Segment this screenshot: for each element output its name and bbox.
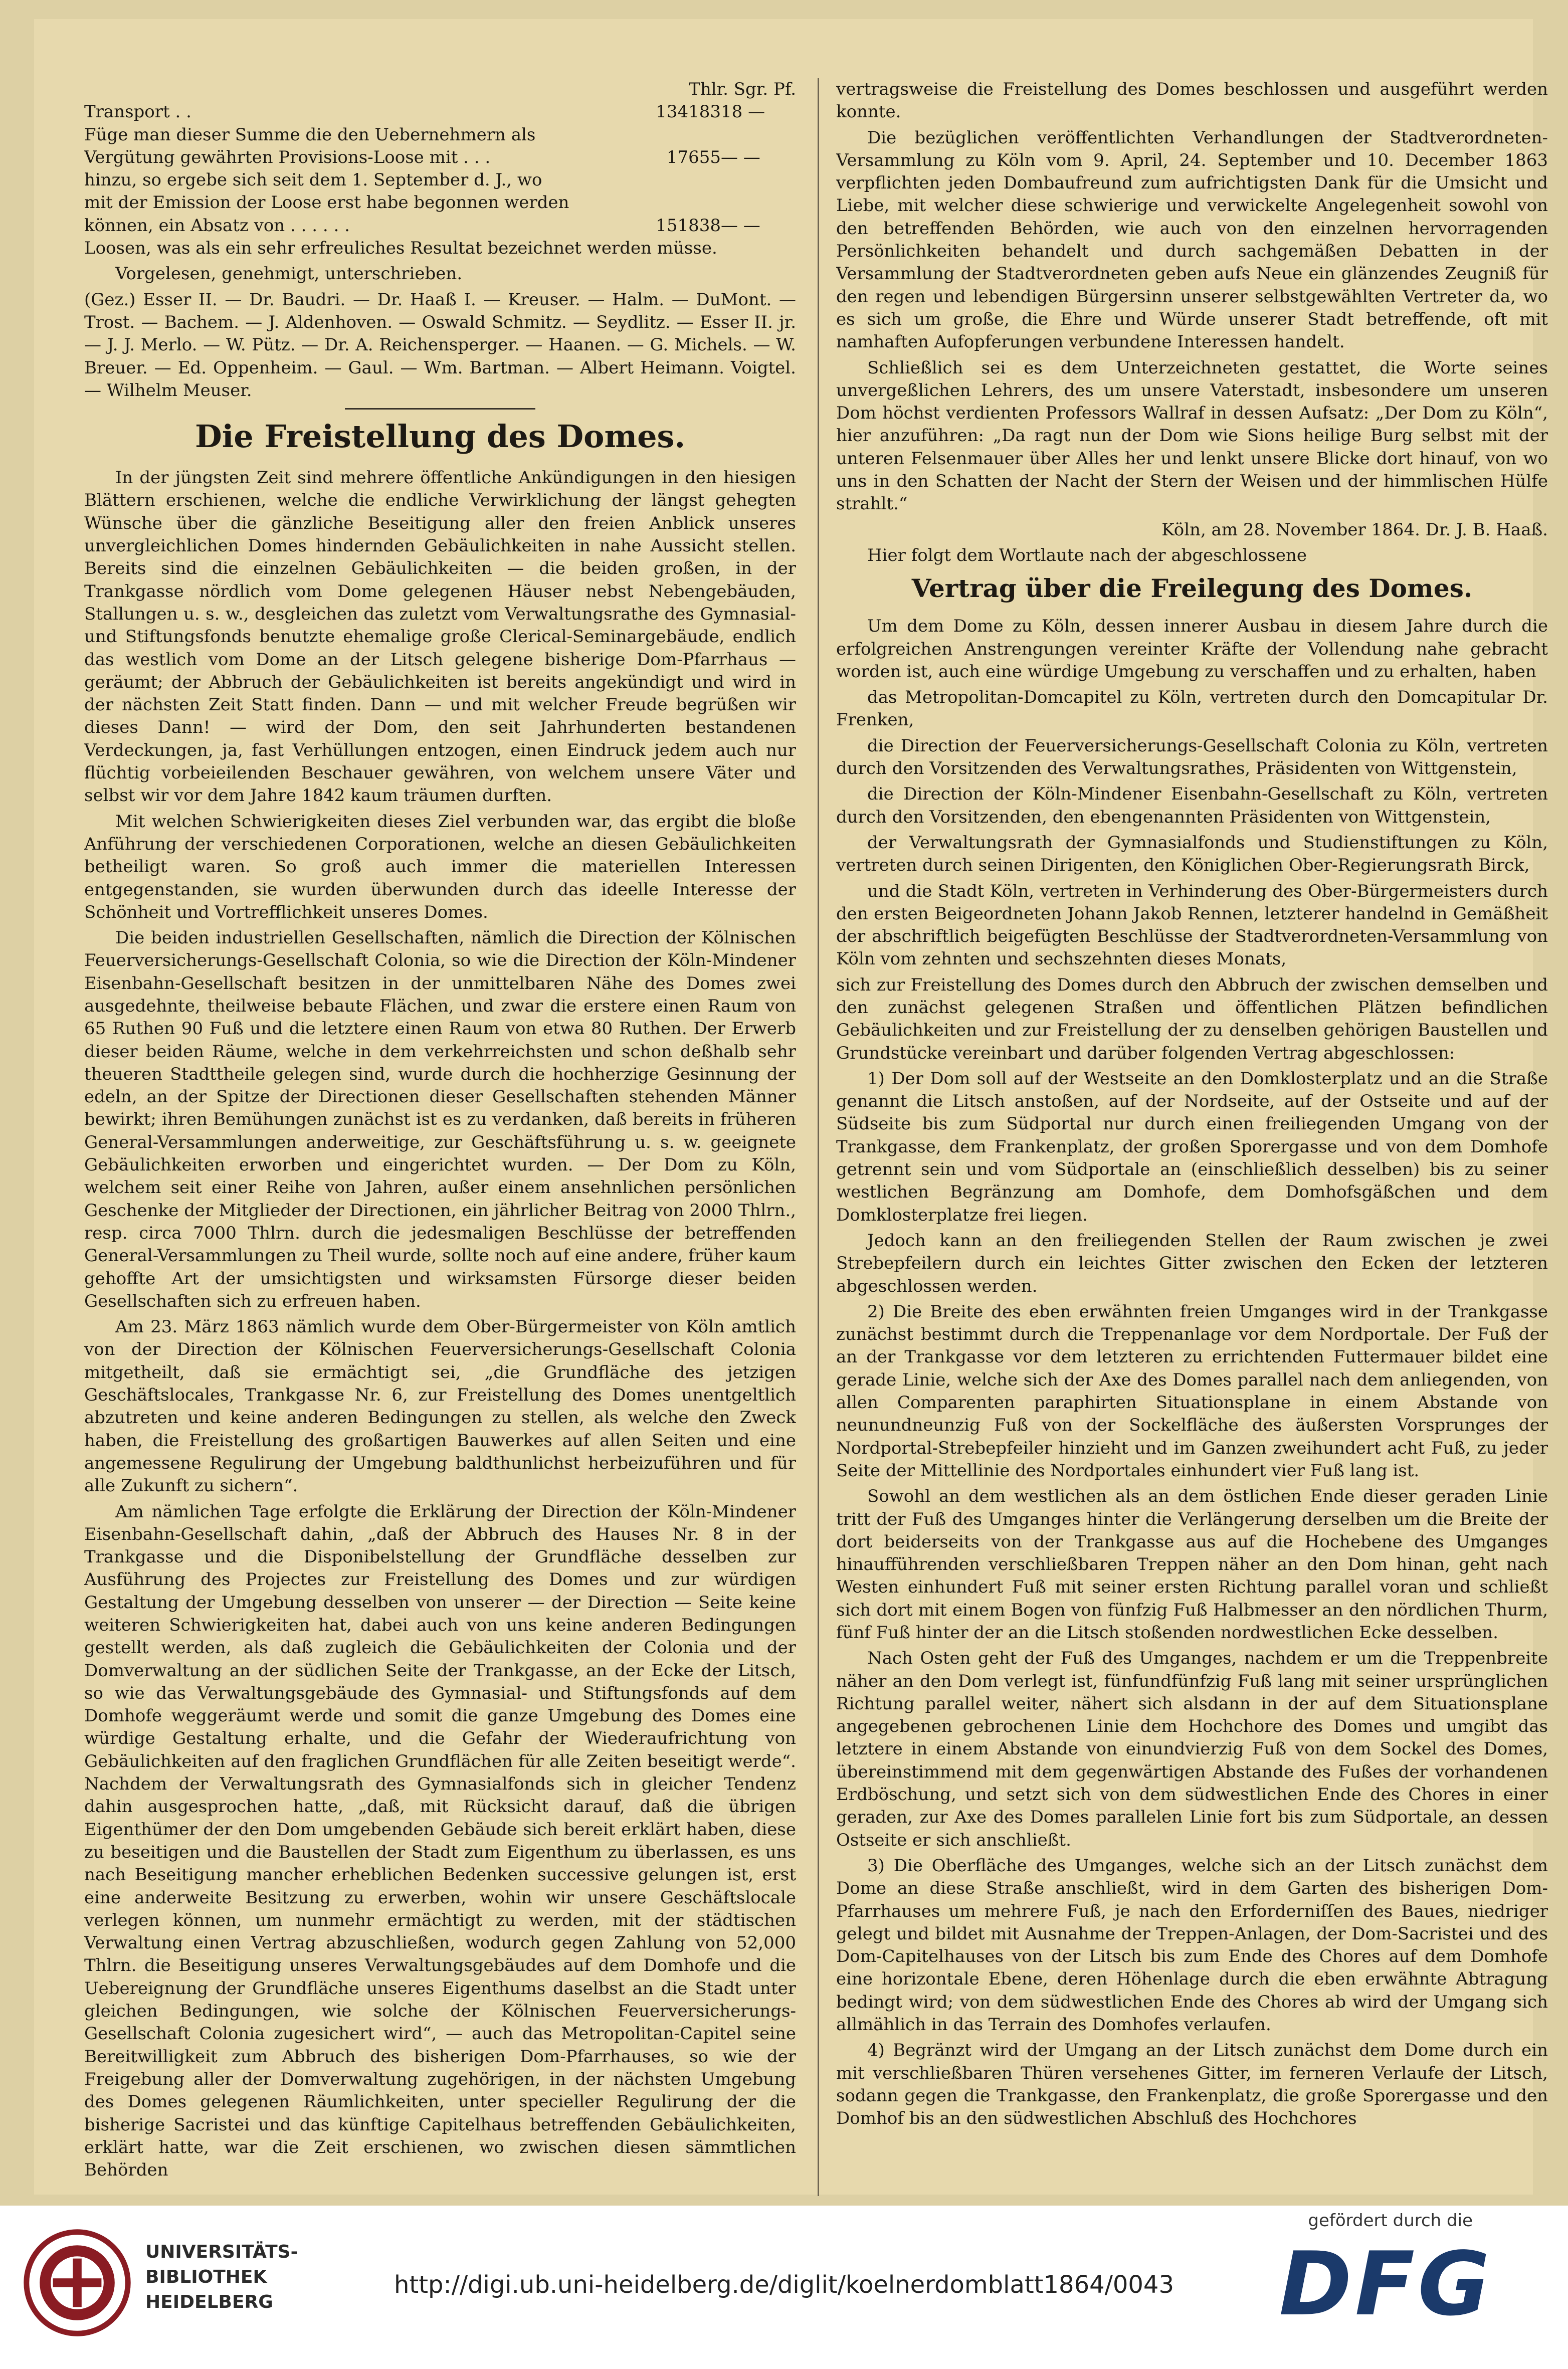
newspaper-page: [34, 19, 1548, 2195]
library-name-line: HEIDELBERG: [145, 2292, 273, 2312]
column-divider: [818, 78, 819, 2196]
table-row-label: hinzu, so ergebe sich seit dem 1. September d. J., wo: [84, 170, 542, 190]
paragraph: Die beiden industriellen Gesellschaften, nämlich die Direction der Kölnischen Feuerversicherungs-Gesellschaft Colonia, so wie die Direction der Köln-Mindener Eisenbahn-Gesellschaft besitzen in der unmittelbaren Nähe des Domes zwei ausgedehnte, theilweise bebaute Flächen, und zwar die erstere einen Raum von 65 Ruthen 90 Fuß und die letztere einen Raum von etwa 80 Ruthen. Der Erwerb dieser beiden Räume, welche in dem verkehrreichsten und schon deßhalb sehr theueren Stadttheile gelegen sind, wurde durch die hochherzige Gesinnung der edeln, an der Spitze der Directionen dieser Gesellschaften stehenden Männer bewirkt; ihren Bemühungen zunächst ist es zu verdanken, daß bereits in früheren General-Versammlungen anderweitige, zur Geschäftsführung u. s. w. geeignete Gebäulichkeiten erworben und eingerichtet wurden. — Der Dom zu Köln, welchem seit einer Reihe von Jahren, außer einem ansehnlichen persönlichen Geschenke der Mitglieder der Directionen, ein jährlicher Beitrag von 2000 Thlrn., resp. circa 7000 Thlrn. durch die jedesmaligen Beschlüsse der betreffenden General-Versammlungen zu Theil wurde, sollte noch auf eine andere, früher kaum gehoffte Art der umsichtigsten und wirksamsten Fürsorge dieser beiden Gesellschaften sich zu erfreuen haben.: [84, 928, 796, 1311]
contract-party: die Direction der Feuerversicherungs-Gesellschaft Colonia zu Köln, vertreten durch den Vorsitzenden des Verwaltungsrathes, Präsidenten von Wittgenstein,: [836, 735, 1548, 779]
table-row-label: Transport . .: [84, 102, 191, 122]
contract-article: 3) Die Oberfläche des Umganges, welche sich an der Litsch zunächst dem Dome an diese Straße anschließt, wird in dem Garten des bisherigen Dom-Pfarrhauses um mehrere Fuß, je nach den Erforderniſſen des Baues, niedriger gelegt und bildet mit Ausnahme der Treppen-Anlagen, der Dom-Sacristei und des Dom-Capitelhauses von der Litsch bis zum Ende des Chores auf dem Domhofe eine horizontale Ebene, deren Höhenlage durch die eben erwähnte Abtragung bedingt wird; von dem südwestlichen Ende des Chores ab wird der Umgang sich allmählich in das Terrain des Domhofes verlaufen.: [836, 1855, 1548, 2035]
contract-party: und die Stadt Köln, vertreten in Verhinderung des Ober-Bürgermeisters durch den ersten Beigeordneten Johann Jakob Rennen, letzterer handelnd in Gemäßheit der abschriftlich beigefügten Beschlüsse der Stadtverordneten-Versammlung von Köln vom zehnten und sechszehnten dieses Monats,: [836, 881, 1548, 969]
table-row-number: 17655: [666, 147, 721, 167]
library-name-line: BIBLIOTHEK: [145, 2267, 267, 2287]
contract-party: die Direction der Köln-Mindener Eisenbahn-Gesellschaft zu Köln, vertreten durch den Vorsitzenden, den ebengenannten Präsidenten von Wittgenstein,: [836, 784, 1548, 827]
signatories-list: (Gez.) Esser II. — Dr. Baudri. — Dr. Haaß I. — Kreuser. — Halm. — DuMont. — Trost. — Bachem. — J. Aldenhoven. — Oswald Schmitz. — Seydlitz. — Esser II. jr. — J. J. Merlo. — W. Pütz. — Dr. A. Reichensperger. — Haanen. — G. Michels. — W. Breuer. — Ed. Oppenheim. — Gaul. — Wm. Bartman. — Albert Heimann. Voigtel. — Wilhelm Meuser.: [84, 289, 796, 401]
table-row: [84, 191, 796, 214]
table-row: [84, 169, 796, 191]
table-row-number: 134183: [656, 102, 721, 122]
table-row: [84, 101, 796, 123]
table-column-header: Thlr. Sgr. Pf.: [689, 79, 796, 99]
table-row-label: Vergütung gewährten Provisions-Loose mit . . .: [84, 147, 491, 167]
paragraph: Am 23. März 1863 nämlich wurde dem Ober-Bürgermeister von Köln amtlich von der Direction der Kölnischen Feuerversicherungs-Gesellschaft Colonia mitgetheilt, daß sie ermächtigt sei, „die Grundfläche des jetzigen Geschäftslocales, Trankgasse Nr. 6, zur Freistellung des Domes unentgeltlich abzutreten und keine anderen Bedingungen zu stellen, als welche den Zweck haben, die Freistellung des großartigen Bauwerkes auf allen Seiten und eine angemessene Regulirung der Umgebung baldthunlichst herbeizuführen und für alle Zukunft zu sichern“.: [84, 1317, 796, 1496]
right-column: [836, 78, 1548, 2196]
paragraph: Hier folgt dem Wortlaute nach der abgeschlossene: [867, 545, 1307, 565]
paragraph: Loosen, was als ein sehr erfreuliches Resultat bezeichnet werden müsse.: [84, 238, 717, 259]
paragraph: vertragsweise die Freistellung des Domes beschlossen und ausgeführt werden konnte.: [836, 79, 1548, 122]
contract-party: der Verwaltungsrath der Gymnasialfonds und Studienstiftungen zu Köln, vertreten durch seinen Dirigenten, den Königlichen Ober-Regierungsrath Birck,: [836, 832, 1548, 876]
source-url[interactable]: http://digi.ub.uni-heidelberg.de/diglit/koelnerdomblatt1864/0043: [394, 2271, 1174, 2299]
table-row-fraction: 18 —: [721, 102, 765, 122]
table-row-fraction: — —: [721, 147, 760, 167]
funded-by-label: gefördert durch die: [1308, 2211, 1473, 2231]
contract-article: Jedoch kann an den freiliegenden Stellen der Raum zwischen je zwei Strebepfeilern durch ein leichtes Gitter zwischen den Ecken der letzteren abgeschlossen werden.: [836, 1230, 1548, 1296]
left-column: [84, 78, 796, 2196]
paragraph: Schließlich sei es dem Unterzeichneten gestattet, die Worte seines unvergeßlichen Lehrers, des um unsere Vaterstadt, insbesondere um unseren Dom höchst verdienten Professors Wallraf in dessen Aufsatz: „Der Dom zu Köln“, hier anzuführen: „Da ragt nun der Dom wie Sions heilige Burg selbst mit der unteren Felsenmauer über Alles her und lenkt unsere Blicke dort hinauf, von wo uns in den Schatten der Nacht der Stern der Weisen und der himmlischen Hülfe strahlt.“: [836, 357, 1548, 514]
contract-article: 2) Die Breite des eben erwähnten freien Umganges wird in der Trankgasse zunächst bestimmt durch die Treppenanlage vor dem Nordportale. Der Fuß der an der Trankgasse vor dem letzteren zu errichtenden Futtermauer bildet eine gerade Linie, welche sich der Axe des Domes parallel nach dem anliegenden, von allen Comparenten paraphirten Situationsplane in einem Abstande von neunundneunzig Fuß von der Sockelfläche des äußersten Vorsprunges der Nordportal-Strebepfeiler hinzieht und im Ganzen zweihundert acht Fuß, zu jeder Seite der Mittellinie des Nordportales einhundert vier Fuß lang ist.: [836, 1301, 1548, 1481]
paragraph: Vorgelesen, genehmigt, unterschrieben.: [115, 264, 463, 284]
signoff: Köln, am 28. November 1864. Dr. J. B. Haaß.: [1161, 519, 1548, 540]
contract-article: 4) Begränzt wird der Umgang an der Litsch zunächst dem Dome durch ein mit verschließbaren Thüren versehenes Gitter, im ferneren Verlaufe der Litsch, sodann gegen die Trankgasse, den Frankenplatz, die große Sporergasse und den Domhof bis an den südwestlichen Abschluß des Hochchores: [836, 2040, 1548, 2129]
contract-article: Nach Osten geht der Fuß des Umganges, nachdem er um die Treppenbreite näher an den Dom verlegt ist, fünfundfünfzig Fuß lang mit seiner ursprünglichen Richtung parallel weiter, nähert sich alsdann in der auf dem Situationsplane angegebenen gebrochenen Linie dem Hochchore des Domes und umgibt das letztere in einem Abstande von einundvierzig Fuß von dem Sockel des Domes, übereinstimmend mit dem gegenwärtigen Abstande des Fußes der vorhandenen Erdböschung, und setzt sich von dem südwestlichen Ende des Chores in einer geraden, zur Axe des Domes parallelen Linie fort bis zum Südportale, an dessen Ostseite er sich anschließt.: [836, 1648, 1548, 1850]
paragraph: Die bezüglichen veröffentlichten Verhandlungen der Stadtverordneten-Versammlung zu Köln vom 9. April, 24. September und 10. December 1863 verpflichten jeden Dombaufreund zum aufrichtigsten Dank für die Umsicht und Liebe, mit welcher diese schwierige und verwickelte Angelegenheit sowohl von den betreffenden Behörden, wie auch von den einzelnen hervorragenden Persönlichkeiten behandelt und durch sachgemäßen Debatten in der Versammlung der Stadtverordneten geben aufs Neue ein glänzendes Zeugniß für den regen und lebendigen Bürgersinn unserer selbstgewählten Vertreter da, wo es sich um große, die Ehre und Würde unserer Stadt betreffende, oft mit namhaften Aufopferungen verbundene Interessen handelt.: [836, 127, 1548, 352]
table-row-label: können, ein Absatz von . . . . . .: [84, 215, 350, 236]
paragraph: Am nämlichen Tage erfolgte die Erklärung der Direction der Köln-Mindener Eisenbahn-Gesellschaft dahin, „daß der Abbruch des Hauses Nr. 8 in der Trankgasse und die Disponibelstellung der Grundfläche desselben zur Ausführung des Projectes zur Freistellung des Domes und zur würdigen Gestaltung der Umgebung desselben von unserer — der Direction — Seite keine weiteren Schwierigkeiten hat, dabei auch von uns keine anderen Bedingungen gestellt werden, als daß zugleich die Gebäulichkeiten der Colonia und der Domverwaltung an der südlichen Seite der Trankgasse, an der Ecke der Litsch, so wie das Verwaltungsgebäude des Gymnasial- und Stiftungsfonds auf dem Domhofe weggeräumt werde und somit die ganze Umgebung des Domes eine würdige Gestaltung erhalte, und die Gefahr der Wiederaufrichtung von Gebäulichkeiten auf den fraglichen Grundflächen für alle Zeiten beseitigt werde“. Nachdem der Verwaltungsrath des Gymnasialfonds sich in gleicher Tendenz dahin ausgesprochen hatte, „daß, mit Rücksicht darauf, daß die übrigen Eigenthümer der den Dom umgebenden Gebäude sich bereit erklärt haben, diese zu beseitigen und die Baustellen der Stadt zum Eigenthum zu überlassen, es uns nach Beseitigung mancher erheblichen Bedenken successive gelungen ist, erst eine anderweite Besitzung zu erwerben, wohin wir unsere Geschäftslocale verlegen können, um nunmehr ermächtigt zu werden, mit der städtischen Verwaltung einen Vertrag abzuschließen, wodurch gegen Zahlung von 52,000 Thlrn. die Beseitigung unseres Verwaltungsgebäudes auf dem Domhofe und die Uebereignung der Grundfläche unseres Eigenthums daselbst an die Stadt unter gleichen Bedingungen, wie solche der Kölnischen Feuerversicherungs-Gesellschaft Colonia zugesichert wird“, — auch das Metropolitan-Capitel seine Bereitwilligkeit zum Abbruch des bisherigen Dom-Pfarrhauses, so wie der Freigebung aller der Domverwaltung zugehörigen, in der nächsten Umgebung des Domes gelegenen Räumlichkeiten, unter specieller Regulirung der die bisherige Sacristei und das künftige Capitelhaus betreffenden Gebäulichkeiten, erklärt hatte, war die Zeit erschienen, wo zwischen diesen sämmtlichen Behörden: [84, 1501, 796, 2181]
table-row-label: mit der Emission der Loose erst habe begonnen werden: [84, 192, 569, 213]
paragraph: sich zur Freistellung des Domes durch den Abbruch der zwischen demselben und den zunächst gelegenen Straßen und öffentlichen Plätzen befindlichen Gebäulichkeiten und zur Freistellung der zu denselben gehörigen Baustellen und Grundstücke vereinbart und darüber folgenden Vertrag abgeschlossen:: [836, 974, 1548, 1063]
paragraph: In der jüngsten Zeit sind mehrere öffentliche Ankündigungen in den hiesigen Blättern erschienen, welche die endliche Verwirklichung der längst gehegten Wünsche über die gänzliche Beseitigung aller den freien Anblick unseres unvergleichlichen Domes hindernden Gebäulichkeiten in nahe Aussicht stellen. Bereits sind die einzelnen Gebäulichkeiten — die beiden großen, in der Trankgasse nördlich vom Dome gelegenen Häuser nebst Nebengebäuden, Stallungen u. s. w., desgleichen das zuletzt vom Verwaltungsrathe des Gymnasial- und Stiftungsfonds benutzte ehemalige große Clerical-Seminargebäude, endlich das westlich vom Dome an der Litsch gelegene bisherige Dom-Pfarrhaus — geräumt; der Abbruch der Gebäulichkeiten ist bereits angekündigt und wird in der nächsten Zeit Statt finden. Dann — und mit welcher Freude begrüßen wir dieses Dann! — wird der Dom, den seit Jahrhunderten bestandenen Verdeckungen, ja, fast Verhüllungen entzogen, einen Eindruck jedem auch nur flüchtig vorbeieilenden Beschauer gewähren, von welchem unsere Väter und selbst wir vor dem Jahre 1842 kaum träumen durften.: [84, 468, 796, 806]
table-row: [84, 215, 796, 237]
divider-rule: [345, 408, 535, 410]
contract-party: das Metropolitan-Domcapitel zu Köln, vertreten durch den Domcapitular Dr. Frenken,: [836, 687, 1548, 730]
footer-bar: [0, 2206, 1568, 2369]
table-row-label: Füge man dieser Summe die den Uebernehmern als: [84, 124, 536, 145]
contract-heading: Vertrag über die Freilegung des Domes.: [911, 573, 1473, 604]
contract-article: 1) Der Dom soll auf der Westseite an den Domklosterplatz und an die Straße genannt die Litsch anstoßen, auf der Nordseite, auf der Ostseite und auf der Südseite bis zum Südportal nur durch einen freiliegenden Umgang von der Trankgasse, dem Frankenplatz, der großen Sporergasse und von dem Domhofe getrennt sein und vom Südportale an (einschließlich desselben) bis zu seiner westlichen Begränzung am Domhofe, dem Domhofsgäßchen und dem Domklosterplatze frei liegen.: [836, 1068, 1548, 1225]
library-name-line: UNIVERSITÄTS-: [145, 2242, 298, 2262]
table-row-number: 151838: [656, 215, 721, 236]
table-row: [84, 146, 796, 169]
article-heading: Die Freistellung des Domes.: [194, 418, 686, 455]
table-row: [84, 124, 796, 146]
contract-article: Sowohl an dem westlichen als an dem östlichen Ende dieser geraden Linie tritt der Fuß des Umganges hinter die Verlängerung derselben um die Breite der dort beiderseits von der Trankgasse aus auf die Hochebene des Umganges hinaufführenden verschließbaren Treppen näher an den Dom hinan, geht nach Westen einhundert Fuß mit seiner ersten Richtung parallel voran und schließt sich dort mit einem Bogen von fünfzig Fuß Halbmesser an den nördlichen Thurm, fünf Fuß hinter der an die Litsch stoßenden nordwestlichen Ecke desselben.: [836, 1486, 1548, 1643]
paragraph: Um dem Dome zu Köln, dessen innerer Ausbau in diesem Jahre durch die erfolgreichen Anstrengungen vereinter Kräfte der Vollendung nahe gebracht worden ist, auch eine würdige Umgebung zu verschaffen und zu erhalten, haben: [836, 616, 1548, 682]
table-row-fraction: — —: [721, 215, 760, 236]
paragraph: Mit welchen Schwierigkeiten dieses Ziel verbunden war, das ergibt die bloße Anführung der verschiedenen Corporationen, welche an diesen Gebäulichkeiten betheiligt waren. So groß auch immer die materiellen Interessen entgegenstanden, sie wurden überwunden durch das ideelle Interesse der Schönheit und Vortrefflichkeit unseres Domes.: [84, 811, 796, 922]
dfg-logo: DFG: [1279, 2234, 1493, 2335]
